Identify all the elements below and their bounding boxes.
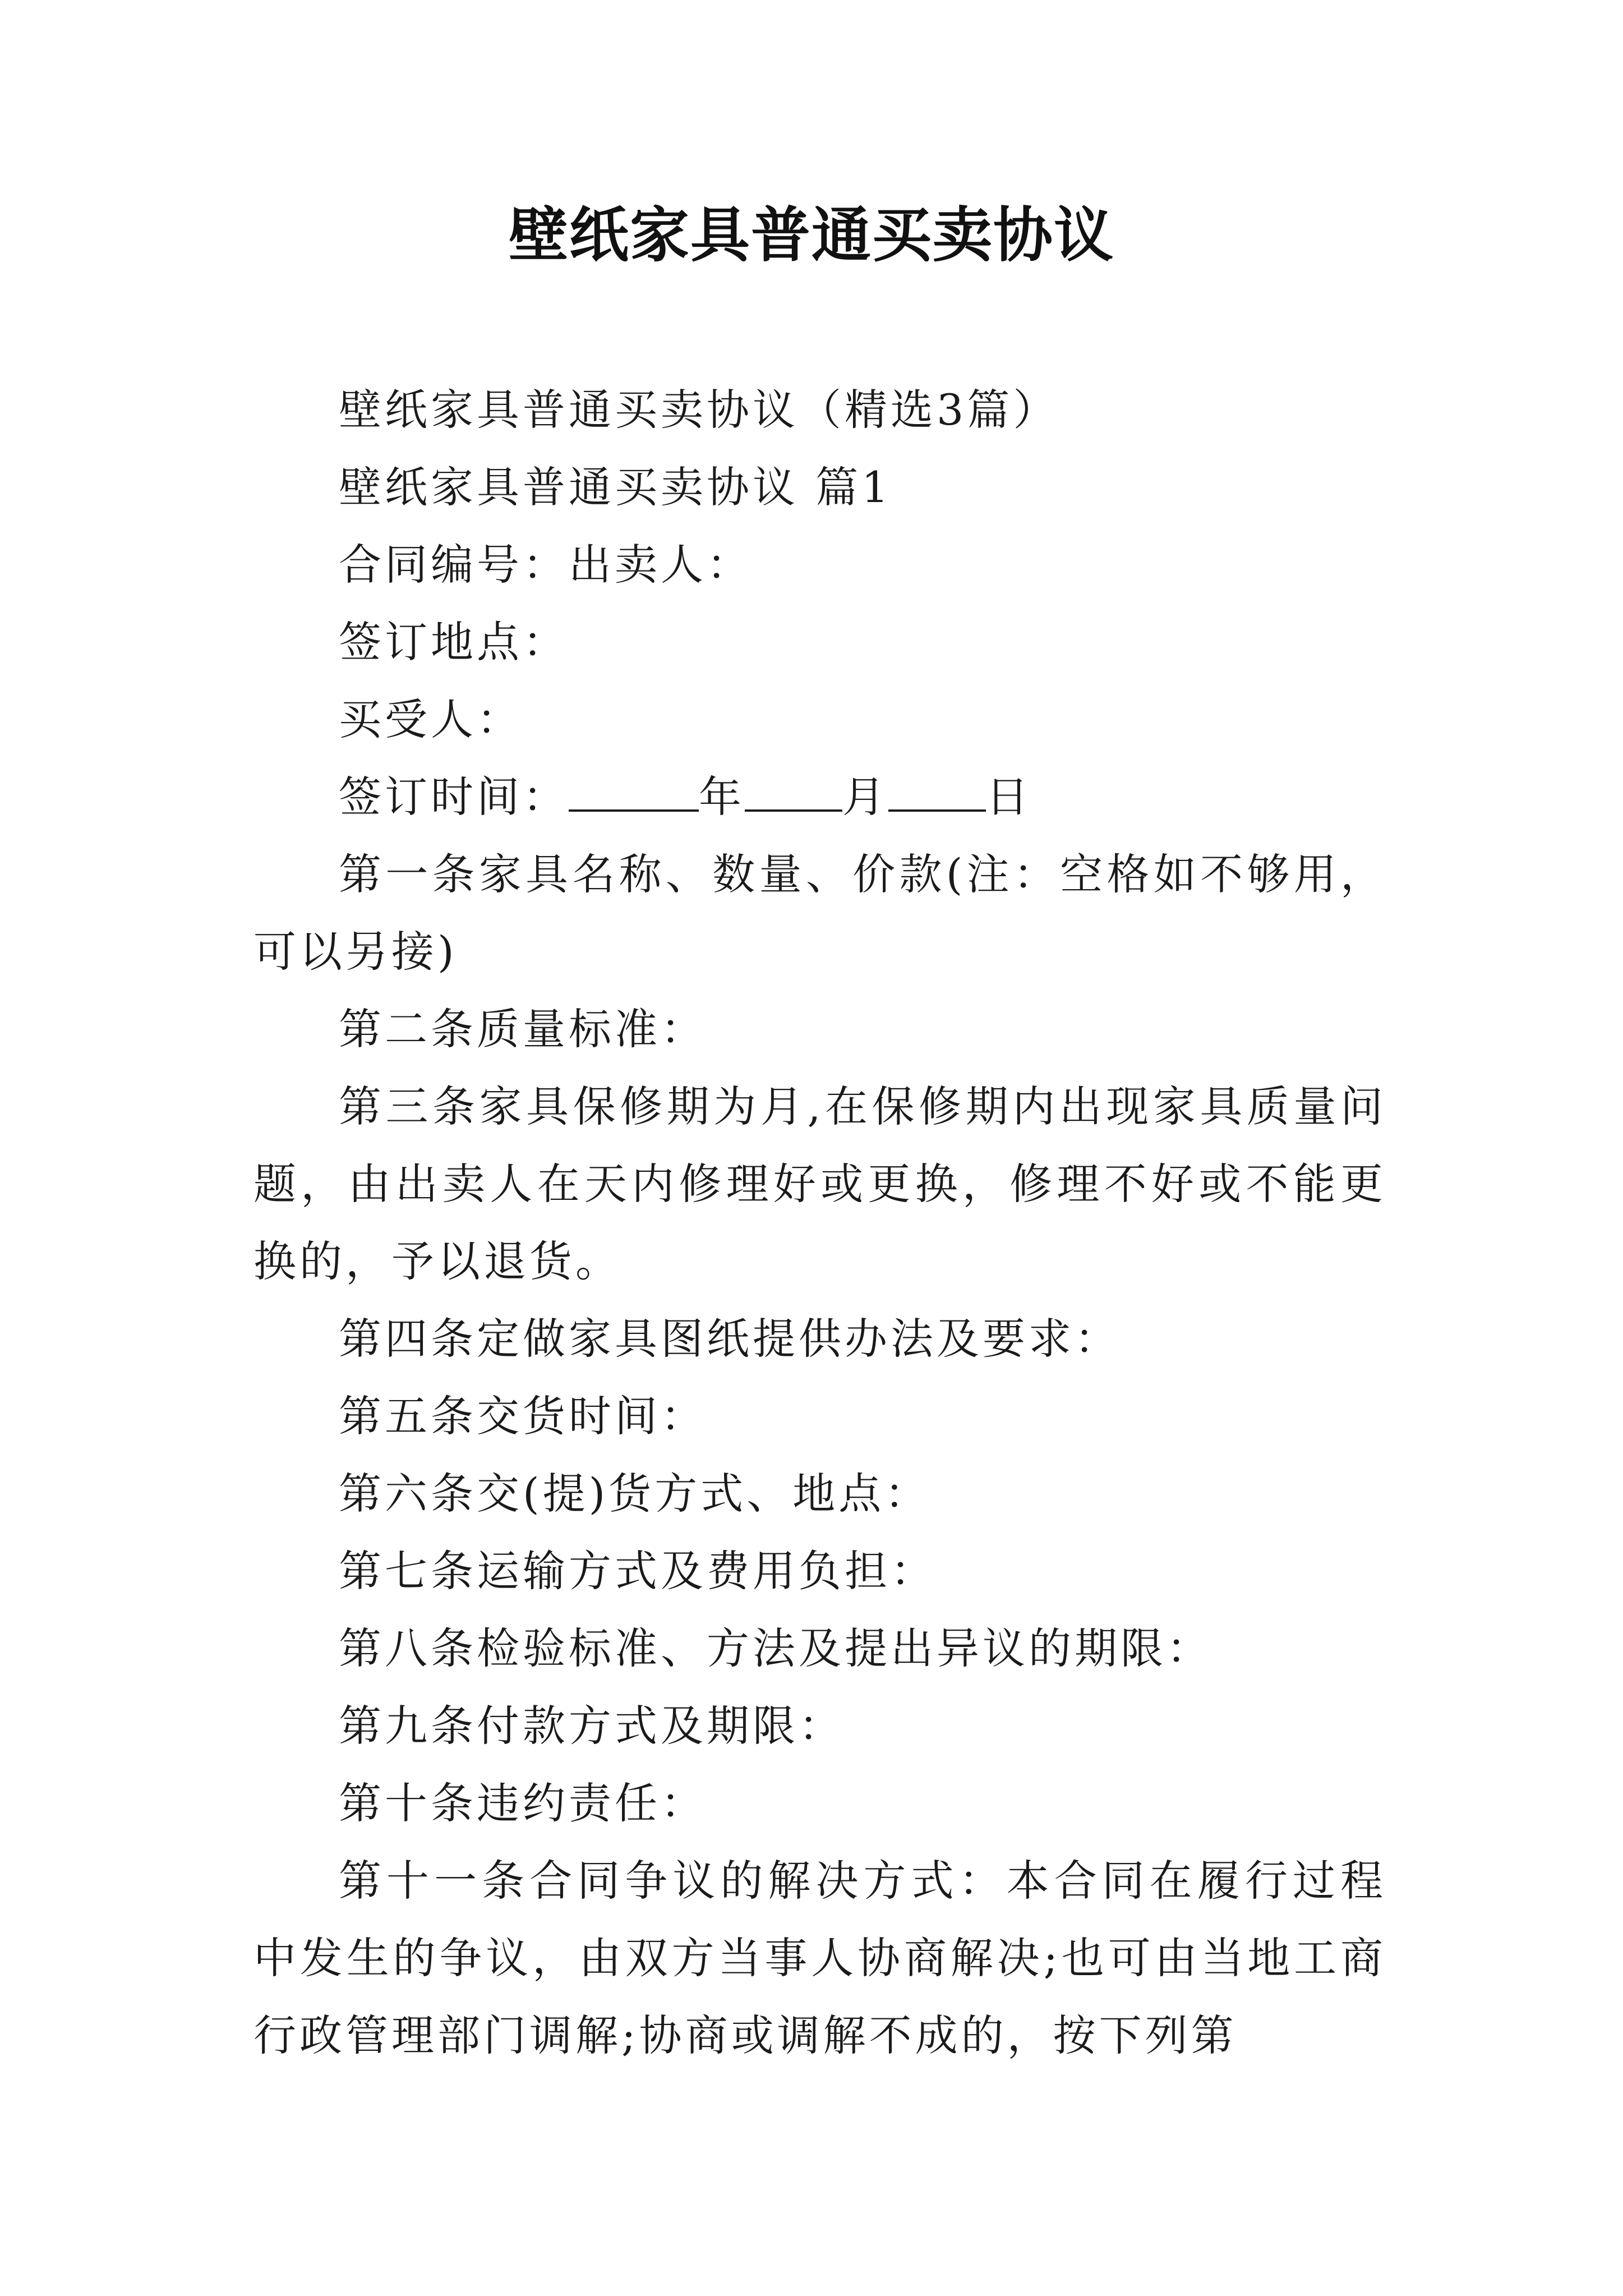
- paragraph-article-2: 第二条质量标准：: [339, 1004, 707, 1054]
- paragraph-section-heading: 壁纸家具普通买卖协议 篇1: [339, 462, 892, 512]
- paragraph-article-11: 第十一条合同争议的解决方式：本合同在履行过程中发生的争议，由双方当事人协商解决;也可由当地工商行政管理部门调解;协商或调解不成的，按下列第: [253, 1856, 1386, 2060]
- paragraph-article-1: 第一条家具名称、数量、价款(注：空格如不够用，可以另接): [253, 849, 1386, 977]
- month-blank: [745, 772, 842, 812]
- paragraph-article-3: 第三条家具保修期为月,在保修期内出现家具质量问题，由出卖人在天内修理好或更换，修理不好或不能更换的，予以退货。: [253, 1082, 1386, 1286]
- paragraph-buyer: 买受人：: [339, 694, 523, 744]
- document-body: [253, 371, 1386, 2074]
- paragraph-sign-place: 签订地点：: [339, 617, 569, 667]
- paragraph-sign-date: [253, 758, 1386, 836]
- paragraph-article-4: 第四条定做家具图纸提供办法及要求：: [339, 1314, 1121, 1364]
- paragraph-contract-number: 合同编号：出卖人：: [339, 540, 753, 590]
- paragraph-article-10: 第十条违约责任：: [339, 1778, 707, 1828]
- paragraph-article-7: 第七条运输方式及费用负担：: [339, 1546, 937, 1596]
- paragraph-article-5: 第五条交货时间：: [339, 1391, 707, 1441]
- paragraph-article-8: 第八条检验标准、方法及提出异议的期限：: [339, 1623, 1212, 1673]
- year-label: 年: [699, 772, 745, 822]
- sign-date-label: 签订时间：: [339, 772, 569, 822]
- document-title: 壁纸家具普通买卖协议: [509, 201, 1114, 270]
- paragraph-subtitle: 壁纸家具普通买卖协议（精选3篇）: [339, 385, 1059, 435]
- paragraph-article-6: 第六条交(提)货方式、地点：: [339, 1469, 931, 1519]
- paragraph-article-9: 第九条付款方式及期限：: [339, 1701, 845, 1751]
- month-label: 月: [842, 772, 888, 822]
- day-blank: [888, 772, 986, 812]
- day-label: 日: [986, 772, 1032, 822]
- year-blank: [569, 772, 699, 812]
